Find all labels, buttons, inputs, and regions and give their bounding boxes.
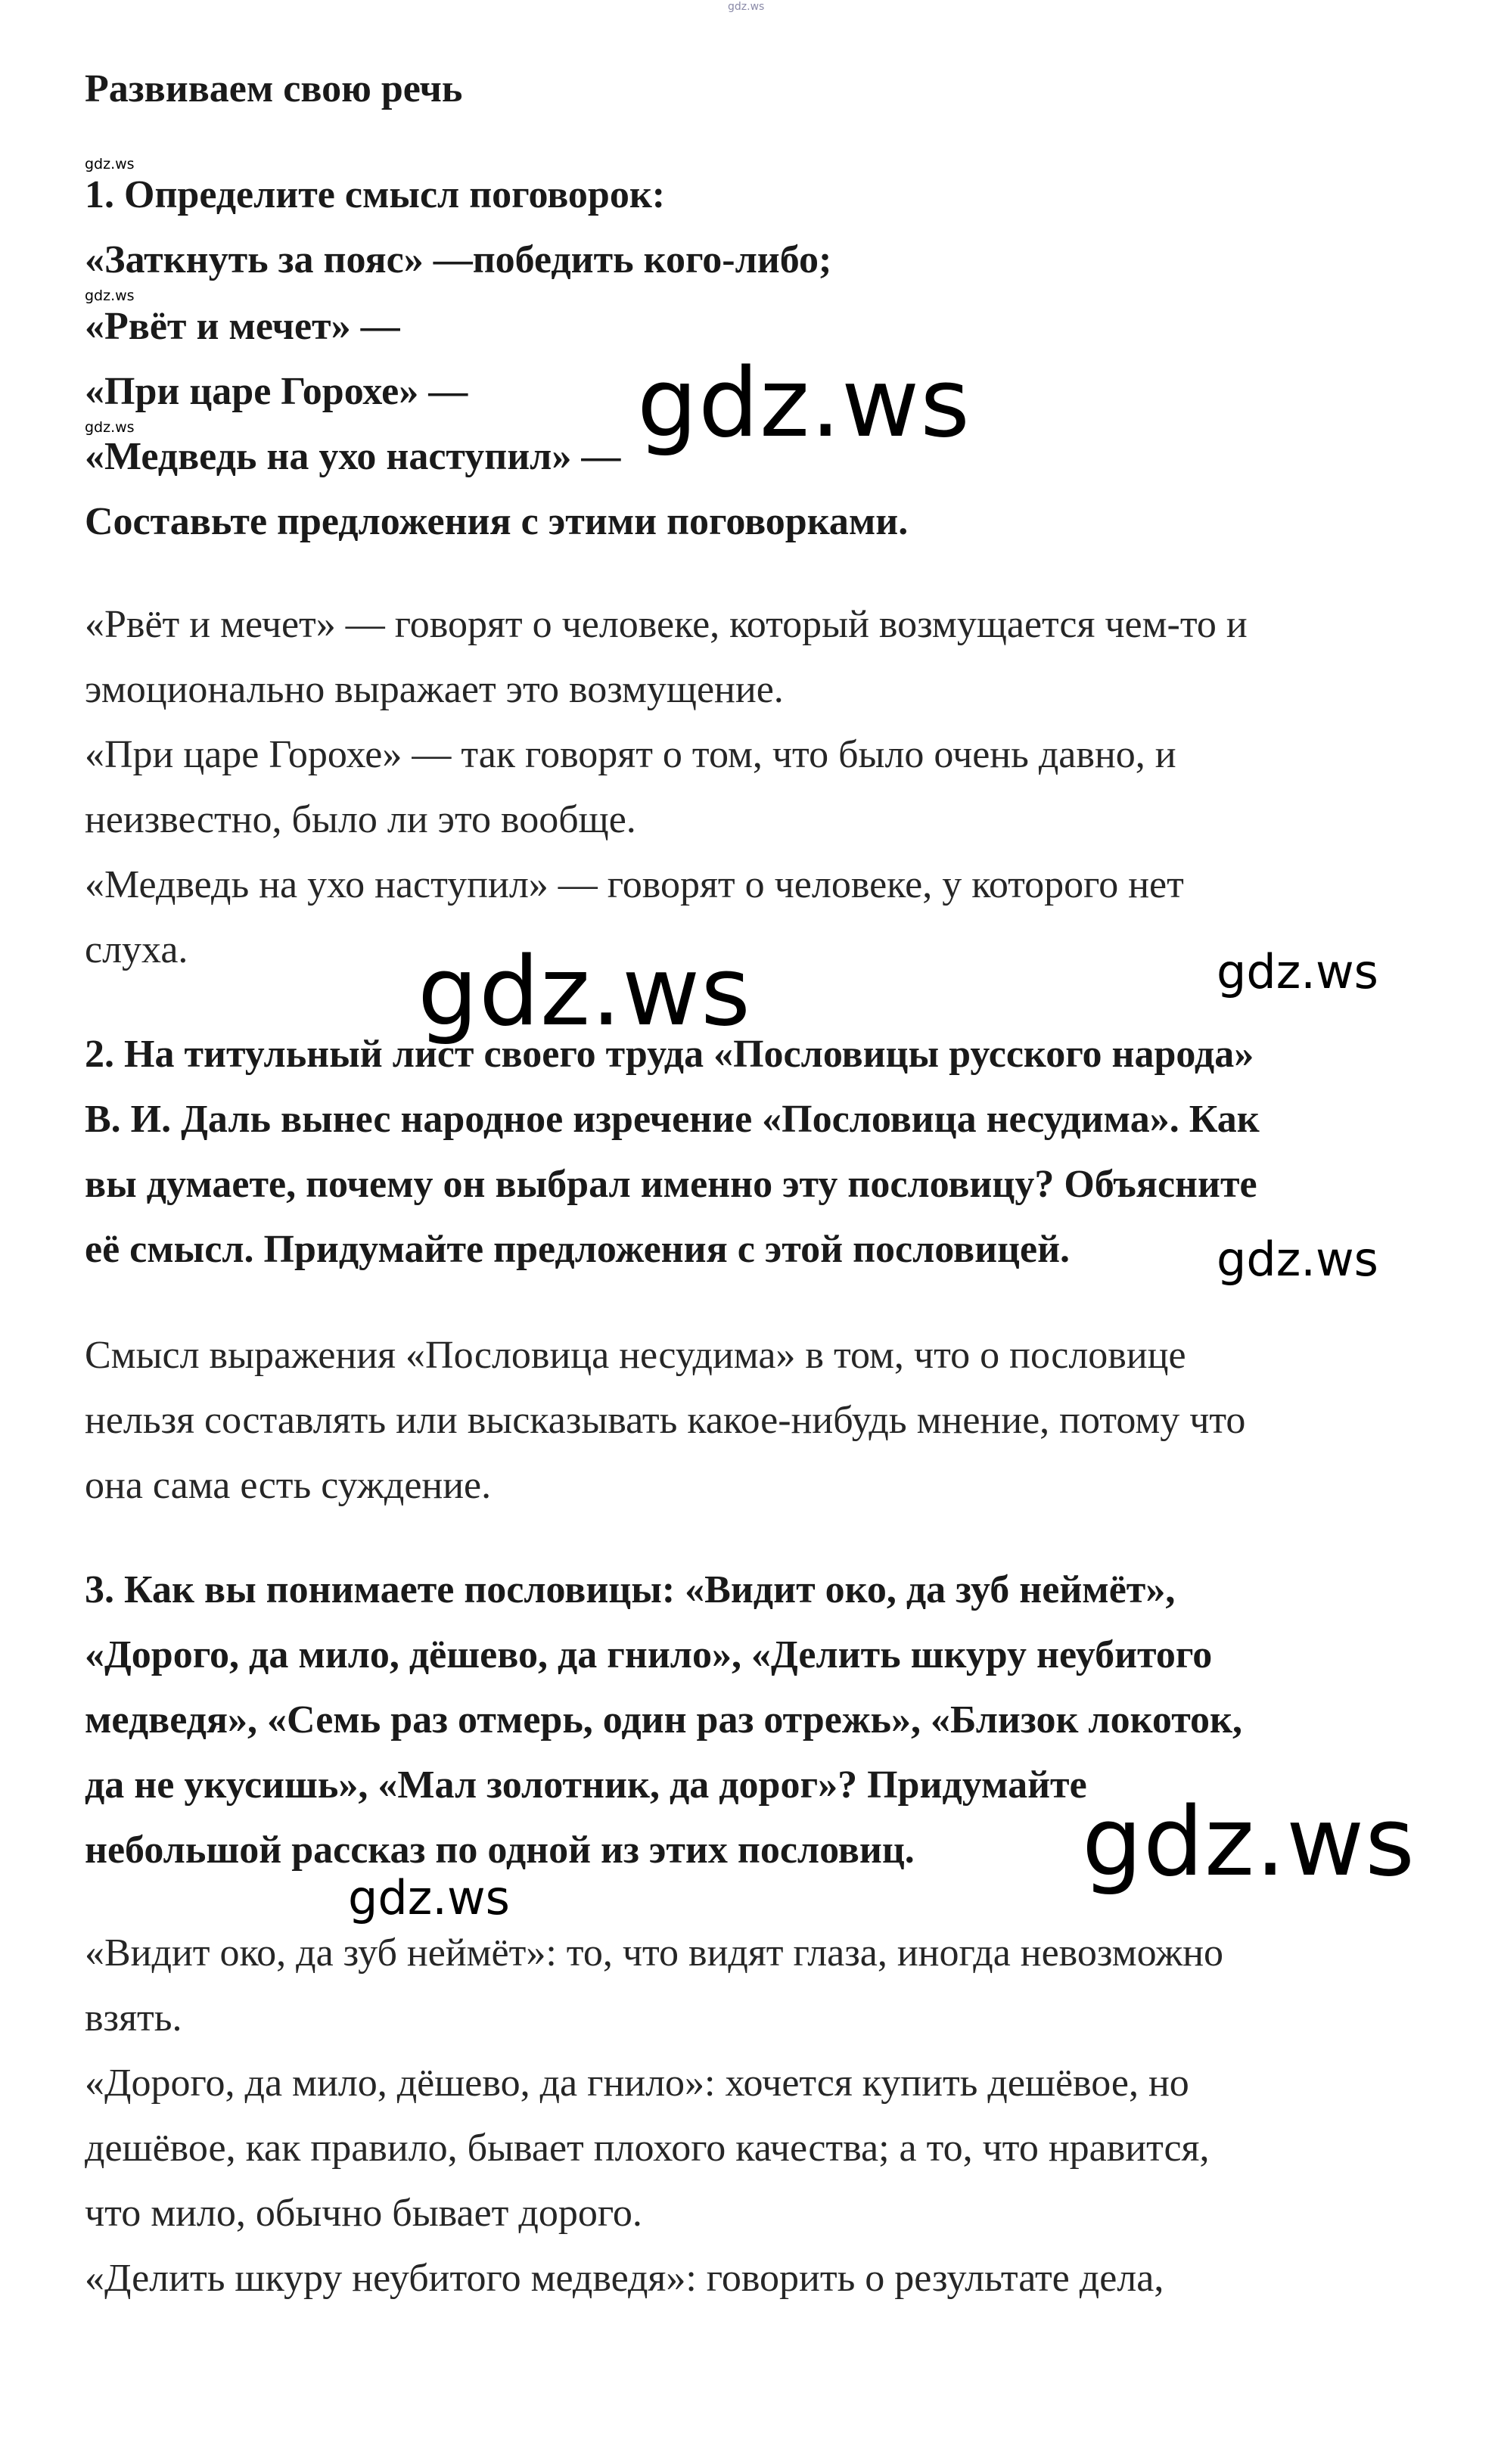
task3-question-line: небольшой рассказ по одной из этих пословиц.: [85, 1829, 915, 1872]
task2-question-line: вы думаете, почему он выбрал именно эту пословицу? Объясните: [85, 1163, 1257, 1206]
task3-answer-line: «Делить шкуру неубитого медведя»: говорить о результате дела,: [85, 2257, 1164, 2300]
task1-answer-line: неизвестно, было ли это вообще.: [85, 798, 636, 841]
watermark-medium: gdz.ws: [348, 1870, 510, 1925]
task3-answer-line: что мило, обычно бывает дорого.: [85, 2192, 642, 2235]
task3-answer-line: «Видит око, да зуб неймёт»: то, что видят глаза, иногда невозможно: [85, 1931, 1224, 1975]
section-title: Развиваем свою речь: [85, 67, 463, 110]
task1-answer-line: эмоционально выражает это возмущение.: [85, 668, 784, 711]
watermark-medium: gdz.ws: [1217, 944, 1378, 999]
task3-answer-line: дешёвое, как правило, бывает плохого качества; а то, что нравится,: [85, 2127, 1210, 2170]
task3-answer-line: взять.: [85, 1996, 182, 2040]
task3-question-line: 3. Как вы понимаете пословицы: «Видит око, да зуб неймёт»,: [85, 1568, 1176, 1611]
watermark-small: gdz.ws: [85, 156, 135, 172]
task3-question-line: медведя», «Семь раз отмерь, один раз отрежь», «Близок локоток,: [85, 1698, 1243, 1742]
watermark-large: gdz.ws: [1082, 1786, 1416, 1897]
task2-question-line: В. И. Даль вынес народное изречение «Пословица несудима». Как: [85, 1098, 1260, 1141]
task3-question-line: «Дорого, да мило, дёшево, да гнило», «Делить шкуру неубитого: [85, 1633, 1213, 1676]
task2-question-line: 2. На титульный лист своего труда «Пословицы русского народа»: [85, 1033, 1254, 1076]
task1-question-line: «Заткнуть за пояс» —победить кого-либо;: [85, 238, 832, 281]
watermark-large: gdz.ws: [418, 936, 751, 1047]
task1-answer-line: «Медведь на ухо наступил» — говорят о человеке, у которого нет: [85, 863, 1184, 906]
task2-answer-line: она сама есть суждение.: [85, 1464, 492, 1507]
task1-question-line: 1. Определите смысл поговорок:: [85, 173, 666, 216]
task2-answer-line: нельзя составлять или высказывать какое-нибудь мнение, потому что: [85, 1399, 1246, 1442]
task2-answer-line: Смысл выражения «Пословица несудима» в том, что о пословице: [85, 1334, 1186, 1377]
watermark-medium: gdz.ws: [1217, 1232, 1378, 1287]
watermark-large: gdz.ws: [637, 347, 971, 458]
task1-answer-line: слуха.: [85, 928, 188, 971]
task1-question-line: «Рвёт и мечет» —: [85, 305, 400, 348]
task3-question-line: да не укусишь», «Мал золотник, да дорог»? Придумайте: [85, 1763, 1087, 1807]
watermark-top: gdz.ws: [728, 1, 765, 13]
task1-answer-line: «При царе Горохе» — так говорят о том, что было очень давно, и: [85, 733, 1176, 776]
task2-question-line: её смысл. Придумайте предложения с этой пословицей.: [85, 1228, 1071, 1271]
task1-question-line: «Медведь на ухо наступил» —: [85, 435, 621, 478]
task3-answer-line: «Дорого, да мило, дёшево, да гнило»: хочется купить дешёвое, но: [85, 2062, 1189, 2105]
watermark-small: gdz.ws: [85, 287, 135, 304]
task1-answer-line: «Рвёт и мечет» — говорят о человеке, который возмущается чем-то и: [85, 603, 1248, 646]
task1-question-line: «При царе Горохе» —: [85, 370, 468, 413]
watermark-small: gdz.ws: [85, 419, 135, 436]
task1-question-line: Составьте предложения с этими поговорками.: [85, 500, 909, 543]
